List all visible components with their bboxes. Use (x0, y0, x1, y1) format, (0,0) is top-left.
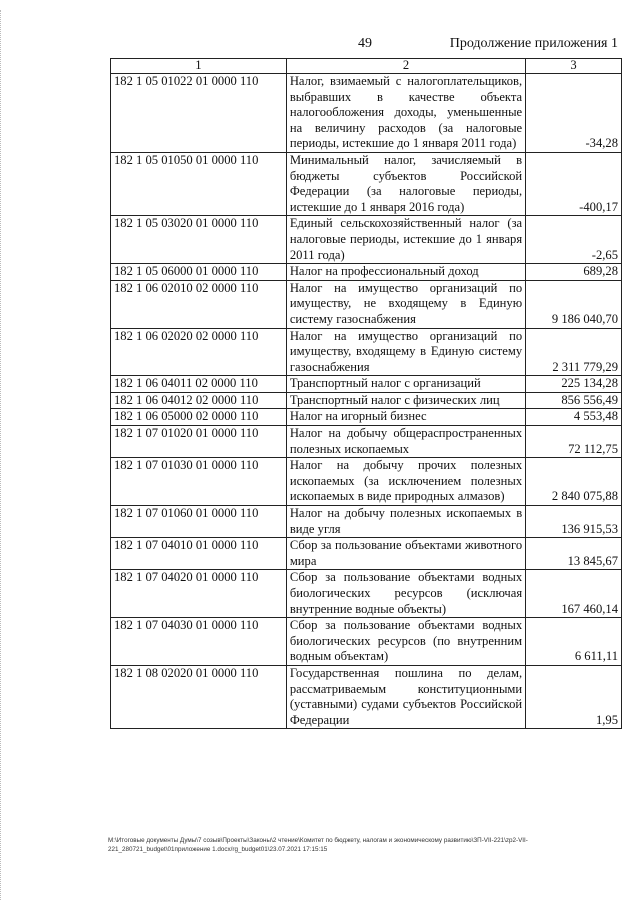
scan-margin-line (0, 10, 4, 900)
revenue-name: Транспортный налог с организаций (286, 376, 525, 393)
table-row (111, 328, 622, 376)
revenue-amount: 4 553,48 (526, 409, 622, 426)
revenue-name: Налог, взимаемый с налогоплательщиков, выбравших в качестве объекта налогообложения доходы, уменьшенные на величину расходов (за налоговые периоды, истекшие до 1 января 2011 года) (286, 74, 525, 153)
table-body (111, 74, 622, 729)
budget-classification-code: 182 1 06 04012 02 0000 110 (111, 392, 287, 409)
revenue-amount: 13 845,67 (526, 538, 622, 570)
column-header-name: 2 (286, 59, 525, 74)
revenue-name: Государственная пошлина по делам, рассматриваемым конституционными (уставными) судами субъектов Российской Федерации (286, 665, 525, 728)
budget-classification-code: 182 1 05 01050 01 0000 110 (111, 152, 287, 215)
column-header-code: 1 (111, 59, 287, 74)
revenue-name: Налог на добычу прочих полезных ископаемых (за исключением полезных ископаемых в виде природных алмазов) (286, 458, 525, 506)
revenue-amount: 2 840 075,88 (526, 458, 622, 506)
page-number: 49 (358, 36, 372, 51)
budget-classification-code: 182 1 07 04020 01 0000 110 (111, 570, 287, 618)
budget-classification-code: 182 1 07 04030 01 0000 110 (111, 618, 287, 666)
budget-classification-code: 182 1 05 06000 01 0000 110 (111, 264, 287, 281)
revenue-amount: 689,28 (526, 264, 622, 281)
revenue-name: Транспортный налог с физических лиц (286, 392, 525, 409)
revenue-name: Налог на добычу полезных ископаемых в виде угля (286, 506, 525, 538)
revenue-name: Налог на профессиональный доход (286, 264, 525, 281)
budget-revenue-table (110, 58, 622, 729)
revenue-name: Сбор за пользование объектами животного мира (286, 538, 525, 570)
budget-classification-code: 182 1 08 02020 01 0000 110 (111, 665, 287, 728)
revenue-name: Единый сельскохозяйственный налог (за налоговые периоды, истекшие до 1 января 2011 года) (286, 216, 525, 264)
column-header-amount: 3 (526, 59, 622, 74)
revenue-amount: 167 460,14 (526, 570, 622, 618)
revenue-name: Минимальный налог, зачисляемый в бюджеты субъектов Российской Федерации (за налоговые периоды, истекшие до 1 января 2016 года) (286, 152, 525, 215)
appendix-continuation-header: Продолжение приложения 1 (449, 36, 618, 51)
revenue-amount: 72 112,75 (526, 426, 622, 458)
table-header-row (111, 59, 622, 74)
budget-classification-code: 182 1 06 05000 02 0000 110 (111, 409, 287, 426)
table-row (111, 426, 622, 458)
revenue-name: Налог на игорный бизнес (286, 409, 525, 426)
revenue-amount: 1,95 (526, 665, 622, 728)
table-row (111, 458, 622, 506)
revenue-amount: -400,17 (526, 152, 622, 215)
table-row (111, 264, 622, 281)
budget-classification-code: 182 1 06 04011 02 0000 110 (111, 376, 287, 393)
revenue-amount: -2,65 (526, 216, 622, 264)
table-row (111, 506, 622, 538)
table-row (111, 74, 622, 153)
revenue-amount: 2 311 779,29 (526, 328, 622, 376)
revenue-amount: 6 611,11 (526, 618, 622, 666)
budget-classification-code: 182 1 05 03020 01 0000 110 (111, 216, 287, 264)
table-row (111, 618, 622, 666)
budget-classification-code: 182 1 07 01020 01 0000 110 (111, 426, 287, 458)
budget-classification-code: 182 1 06 02020 02 0000 110 (111, 328, 287, 376)
revenue-name: Сбор за пользование объектами водных биологических ресурсов (исключая внутренние водные объекты) (286, 570, 525, 618)
table-row (111, 152, 622, 215)
budget-classification-code: 182 1 07 04010 01 0000 110 (111, 538, 287, 570)
revenue-name: Налог на имущество организаций по имуществу, не входящему в Единую систему газоснабжения (286, 280, 525, 328)
table-row (111, 216, 622, 264)
table-row (111, 280, 622, 328)
budget-classification-code: 182 1 05 01022 01 0000 110 (111, 74, 287, 153)
table-row (111, 538, 622, 570)
revenue-amount: 136 915,53 (526, 506, 622, 538)
budget-classification-code: 182 1 07 01030 01 0000 110 (111, 458, 287, 506)
table-row (111, 376, 622, 393)
table-row (111, 392, 622, 409)
budget-classification-code: 182 1 06 02010 02 0000 110 (111, 280, 287, 328)
revenue-amount: 856 556,49 (526, 392, 622, 409)
table-row (111, 570, 622, 618)
budget-classification-code: 182 1 07 01060 01 0000 110 (111, 506, 287, 538)
table-row (111, 665, 622, 728)
table-row (111, 409, 622, 426)
revenue-name: Сбор за пользование объектами водных биологических ресурсов (по внутренним водным объектам) (286, 618, 525, 666)
revenue-amount: 225 134,28 (526, 376, 622, 393)
revenue-name: Налог на имущество организаций по имуществу, входящему в Единую систему газоснабжения (286, 328, 525, 376)
revenue-amount: -34,28 (526, 74, 622, 153)
revenue-name: Налог на добычу общераспространенных полезных ископаемых (286, 426, 525, 458)
document-file-path-footer: M:\Итоговые документы Думы\7 созыв\Проекты\Законы\2 чтение\Комитет по бюджету, налогам и экономическому развитию\ЗП-VII-221\zp2-VII-221_280721_budget\01приложение 1.docx/rg_budget01\23.07.2021 17:15:15 (108, 837, 528, 853)
revenue-amount: 9 186 040,70 (526, 280, 622, 328)
